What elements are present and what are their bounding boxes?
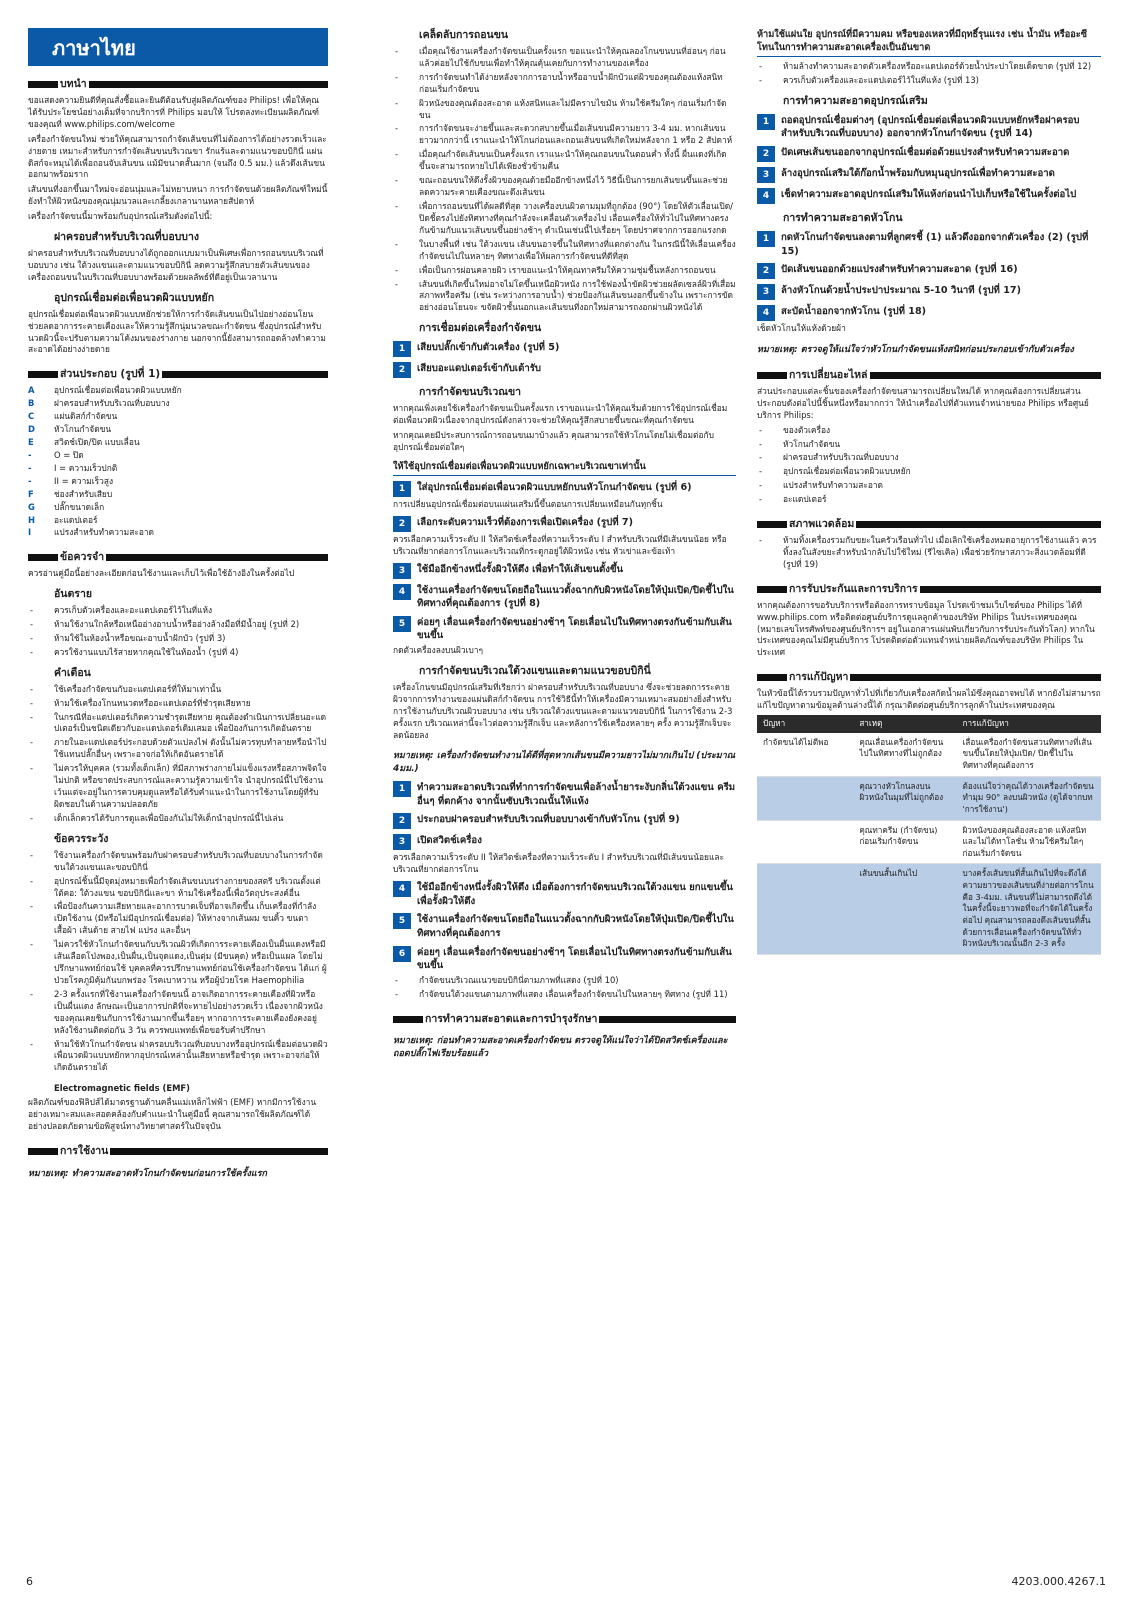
list-item: - เพื่อเป็นการผ่อนคลายผิว เราขอแนะนำให้คุณทาครีมให้ความชุ่มชื้นหลังการถอนขน [393, 265, 736, 277]
list-item: - ห้ามใช้ในห้องน้ำหรือขณะอาบน้ำฝักบัว (รูปที่ 3) [28, 633, 328, 645]
table-row [757, 776, 1101, 820]
subheading: Electromagnetic fields (EMF) [54, 1083, 190, 1094]
table-cell: กำจัดขนได้ไม่ดีพอ [757, 733, 853, 776]
section-title: สภาพแวดล้อม [789, 518, 855, 531]
paragraph: เช็ดหัวโกนให้แห้งด้วยผ้า [757, 323, 846, 334]
list-item: - เมื่อคุณกำจัดเส้นขนเป็นครั้งแรก เราแนะนำให้คุณถอนขนในตอนค่ำ ทั้งนี้ ผื่นแดงที่เกิดขึ้นจะสามารถหายไปได้เพียงชั่วข้ามคืน [393, 149, 736, 173]
step-item [393, 516, 736, 532]
section-title: การทำความสะอาดและการบำรุงรักษา [425, 1012, 598, 1025]
paragraph: ผลิตภัณฑ์ของฟิลิปส์ได้มาตรฐานด้านคลื่นแม่เหล็กไฟฟ้า (EMF) หากมีการใช้งานอย่างเหมาะสมและสอดคล้องกับคำแนะนำในคู่มือนี้ คุณสามารถใช้ผลิตภัณฑ์ได้อย่างปลอดภัยตามข้อพิสูจน์ทางวิทยาศาสตร์ในปัจจุบัน [28, 1097, 317, 1132]
paragraph: เครื่องโกนขนมีอุปกรณ์เสริมที่เรียกว่า ฝาครอบสำหรับบริเวณที่บอบบาง ซึ่งจะช่วยลดการระคายผิวจากการทำงานของแผ่นดิสก์กำจัดขน การใช้วิธีนี้ทำให้เครื่องมีความเหมาะสมอย่างยิ่งสำหรับการใช้งานกับบริเวณผิวบอบบาง เช่น บริเวณใต้วงแขนและตามแนวขอบบิกินี่ ในการใช้งาน 2-3 ครั้งแรก บริเวณเหล่านี้จะไวต่อความรู้สึกเจ็บ และหลังการใช้เครื่องหลายๆ ครั้ง ความรู้สึกเจ็บจะลดน้อยลง [393, 681, 733, 740]
subheading: การทำความสะอาดหัวโกน [783, 212, 903, 225]
section-replacement [757, 368, 1101, 383]
step-text: ล้างอุปกรณ์เสริมใต้ก๊อกน้ำพร้อมกับหมุนอุปกรณ์เพื่อทำความสะอาด [781, 168, 1055, 180]
subheading: เคล็ดลับการถอนขน [419, 29, 509, 41]
part-item [28, 437, 328, 449]
page-number: 6 [26, 1575, 33, 1588]
step-number: 4 [757, 188, 775, 204]
arm-steps [393, 781, 736, 973]
table-header: สาเหตุ [853, 715, 956, 733]
list-item: - ในบางพื้นที่ เช่น ใต้วงแขน เส้นขนอาจขึ้นในทิศทางที่แตกต่างกัน ในกรณีนี้ให้เลื่อนเครื่องกำจัดขนไปในหลายๆ ทิศทางเพื่อให้ผลการกำจัดขนที่ดีที่สุด [393, 239, 736, 263]
connect-steps [393, 341, 736, 378]
step-item [757, 305, 1101, 321]
subheading: อุปกรณ์เชื่อมต่อเพื่อนวดผิวแบบหยัก [54, 291, 215, 304]
step-text: เช็ดทำความสะอาดอุปกรณ์เสริมให้แห้งก่อนนำไปเก็บหรือใช้ในครั้งต่อไป [781, 189, 1077, 201]
list-item: - เส้นขนที่เกิดขึ้นใหม่อาจไม่โตขึ้นเหนือผิวหนัง การใช้ฟองน้ำขัดผิวช่วยผลัดเซลล์ผิวที่เสื่อมสภาพหรือครีม (เช่น ระหว่างการอาบน้ำ) ช่วยป้องกันเส้นขนงอกขึ้นข้างใน เพราะการขัดอย่างอ่อนโยนจะ ขจัดผิวชั้นนอกและเส้นขนที่งอกใหม่สามารถงอกผ่านผิวหนังได้ [393, 279, 736, 315]
table-row [757, 820, 1101, 864]
step-text: ค่อยๆ เลื่อนเครื่องกำจัดขนอย่างช้าๆ โดยเลื่อนไปในทิศทางตรงกันข้ามกับเส้นขนขึ้น [417, 616, 732, 642]
section-title: การใช้งาน [60, 1145, 109, 1158]
tips-list [393, 46, 736, 314]
parts-list [28, 385, 328, 539]
note: หมายเหตุ: ทำความสะอาดหัวโกนกำจัดขนก่อนการใช้ครั้งแรก [28, 1168, 267, 1179]
step-number: 3 [757, 284, 775, 300]
part-item [28, 450, 328, 462]
step-number: 5 [393, 913, 411, 929]
list-item: - 2-3 ครั้งแรกที่ใช้งานเครื่องกำจัดขนนี้ อาจเกิดอาการระคายเคืองที่ผิวหรือเป็นผื่นแดง ลักษณะเป็นอาการปกติที่จะหายไปอย่างรวดเร็ว เนื่องจากผิวหนังของคุณเคยชินกับการใช้งานมากขึ้นเรื่อยๆ หากอาการระคายเคืองยังคงอยู่หลังใช้งานติดต่อกัน 3 วัน ควรพบแพทย์เพื่อขอรับคำปรึกษา [28, 989, 328, 1037]
table-cell [757, 820, 853, 864]
step-number: 6 [393, 946, 411, 962]
table-cell: ต้องแน่ใจว่าคุณได้วางเครื่องกำจัดขนทำมุม 90° ลงบนผิวหนัง (ดูได้จากบท 'การใช้งาน') [957, 776, 1102, 820]
table-cell: คุณทาครีม (กำจัดขน) ก่อนเริ่มกำจัดขน [853, 820, 956, 864]
list-item: - ห้ามทิ้งเครื่องรวมกับขยะในครัวเรือนทั่วไป เมื่อเลิกใช้เครื่องหมดอายุการใช้งานแล้ว ควรทิ้งลงในสังขยะสำหรับนำกลับไปใช้ใหม่ (รีไซเคิล) เพื่อช่วยรักษาสภาวะสิ่งแวดล้อมที่ดี (รูปที่ 19) [757, 535, 1101, 571]
head-steps [757, 231, 1101, 321]
accessory-steps [757, 114, 1101, 204]
part-item [28, 398, 328, 410]
step-note: การเปลี่ยนอุปกรณ์เชื่อมต่อบนแผ่นเสริมนี้ขึ้นตอนการเปลี่ยนเหมือนกันทุกชิ้น [393, 498, 663, 509]
list-item: - ควรเก็บตัวเครื่องและอะแดปเตอร์ไว้ในที่แห้ง [28, 605, 328, 617]
table-cell: เส้นขนสั้นเกินไป [853, 864, 956, 954]
part-key: D [28, 424, 35, 435]
step-number: 1 [393, 341, 411, 357]
subheading: ข้อควรระวัง [54, 832, 109, 845]
table-header: ปัญหา [757, 715, 853, 733]
step-item [393, 781, 736, 808]
paragraph: เส้นขนที่งอกขึ้นมาใหม่จะอ่อนนุ่มและไม่หยาบหนา การกำจัดขนด้วยผลิตภัณฑ์ใหม่นี้ ยังทำให้ผิวหนังของคุณนุ่มนวลและเกลี้ยงเกลานานหลายสัปดาห์ [28, 184, 328, 207]
subheading: การกำจัดขนบริเวณขา [419, 386, 522, 399]
step-item [757, 263, 1101, 279]
step-number: 3 [757, 167, 775, 183]
list-item: - อุปกรณ์เชื่อมต่อเพื่อนวดผิวแบบหยัก [757, 466, 1101, 478]
section-intro [28, 77, 328, 92]
part-key: B [28, 398, 35, 409]
part-key: G [28, 501, 35, 512]
replacement-list [757, 425, 1101, 507]
arm-bullets [393, 975, 736, 1001]
step-number: 5 [393, 616, 411, 632]
table-header: การแก้ปัญหา [957, 715, 1102, 733]
step-note: ควรเลือกความเร็วระดับ II ให้สวิตช์เครื่องที่ความเร็วระดับ I สำหรับบริเวณที่มีเส้นขนน้อย หรือบริเวณที่ยากต่อการโกนและบริเวณที่กระดูกอยู่ใต้ผิวหนัง เช่น หัวเข่าและข้อเท้า [393, 533, 727, 556]
part-label: ฝาครอบสำหรับบริเวณที่บอบบาง [54, 398, 170, 409]
section-important [28, 550, 328, 565]
note: หมายเหตุ: ตรวจดูให้แน่ใจว่าหัวโกนกำจัดขนแห้งสนิทก่อนประกอบเข้ากับตัวเครื่อง [757, 345, 1074, 356]
step-item [393, 362, 736, 378]
step-number: 4 [757, 305, 775, 321]
paragraph: ฝาครอบสำหรับบริเวณที่บอบบางได้ถูกออกแบบมาเป็นพิเศษเพื่อการถอนขนบริเวณที่บอบบาง เช่น ใต้วงแขนและตามแนวขอบบิกินี่ ลดความรู้สึกสบายตัวเส้นขนของเครื่องถอนขนในบริเวณที่บอบบางพร้อมด้วยผลลัพธ์ที่ดีอยู่เป็นเวลานาน [28, 248, 324, 282]
step-note: ควรเลือกความเร็วระดับ II ให้สวิตช์เครื่องที่ความเร็วระดับ I สำหรับบริเวณที่มีเส้นขนน้อยและบริเวณที่ยากต่อการโกน [393, 852, 724, 875]
list-item: - หัวโกนกำจัดขน [757, 439, 1101, 451]
paragraph: อุปกรณ์เชื่อมต่อเพื่อนวดผิวแบบหยักช่วยให้การกำจัดเส้นขนเป็นไปอย่างอ่อนโยน ช่วยลดอาการระคายเคืองและให้ความรู้สึกนุ่มนวลขณะกำจัดขน ซึ่งอุปกรณ์สำหรับนวดผิวนี้จะปรับตามความโค้งมนของร่างกาย นอกจากนี้ยังสามารถถอดล้างทำความสะอาดได้อย่างง่ายดาย [28, 308, 326, 355]
step-number: 2 [757, 263, 775, 279]
list-item: - ของตัวเครื่อง [757, 425, 1101, 437]
part-label: I = ความเร็วปกติ [54, 462, 118, 473]
subheading: การทำความสะอาดอุปกรณ์เสริม [783, 94, 928, 107]
step-item [757, 231, 1101, 258]
part-key: - [28, 462, 32, 473]
part-label: ช่องสำหรับเสียบ [54, 488, 113, 499]
step-text: ค่อยๆ เลื่อนเครื่องกำจัดขนอย่างช้าๆ โดยเลื่อนไปในทิศทางตรงกันข้ามกับเส้นขนขึ้น [417, 946, 732, 972]
step-text: ถอดอุปกรณ์เชื่อมต่างๆ (อุปกรณ์เชื่อมต่อเพื่อนวดผิวแบบหยักหรือฝาครอบสำหรับบริเวณที่บอบบาง) ออกจากหัวโกนกำจัดขน (รูปที่ 14) [781, 114, 1080, 140]
part-label: แผ่นดิสก์กำจัดขน [54, 411, 118, 422]
note: หมายเหตุ: ก่อนทำความสะอาดเครื่องกำจัดขน ตรวจดูให้แน่ใจว่าได้ปิดสวิตช์เครื่องและถอดปลั๊กไฟเรียบร้อยแล้ว [393, 1036, 728, 1060]
step-item [757, 284, 1101, 300]
danger-list [28, 605, 328, 659]
part-key: I [28, 527, 32, 538]
clean-bullets [757, 61, 1101, 87]
step-number: 2 [393, 813, 411, 829]
part-label: หัวโกนกำจัดขน [54, 424, 112, 435]
part-item [28, 515, 328, 527]
part-label: ปลั๊กขนาดเล็ก [54, 501, 105, 512]
column-3 [757, 28, 1101, 955]
paragraph: หากคุณเคยมีประสบการณ์การถอนขนมาบ้างแล้ว คุณสามารถใช้หัวโกนโดยไม่เชื่อมต่อกับอุปกรณ์เชื่อมต่อใดๆ [393, 429, 714, 452]
section-title: บทนำ [60, 78, 87, 90]
part-item [28, 463, 328, 475]
list-item: - ห้ามใช้เครื่องโกนหนวดหรืออะแดปเตอร์ที่ชำรุดเสียหาย [28, 698, 328, 710]
step-item [393, 881, 736, 908]
step-text: เลือกระดับความเร็วที่ต้องการเพื่อเปิดเครื่อง (รูปที่ 7) [417, 516, 633, 528]
part-item [28, 527, 328, 539]
step-item [393, 616, 736, 643]
subheading: การเชื่อมต่อเครื่องกำจัดขน [419, 322, 542, 335]
highlight-heading: ให้ใช้อุปกรณ์เชื่อมต่อเพื่อนวดผิวแบบหยักเฉพาะบริเวณขาเท่านั้น [393, 460, 736, 476]
step-text: ใช้มืออีกข้างหนึ่งรั้งผิวให้ตึง เมื่อต้องการกำจัดขนบริเวณใต้วงแขน ยกแขนขึ้นเพื่อรั้งผิวให้ตึง [417, 882, 733, 907]
list-item: - ห้ามล้างทำความสะอาดตัวเครื่องหรืออะแดปเตอร์ด้วยน้ำประปาโดยเด็ดขาด (รูปที่ 12) [757, 61, 1101, 73]
part-label: แปรงสำหรับทำความสะอาด [54, 527, 154, 538]
paragraph: ควรอ่านคู่มือนี้อย่างละเอียดก่อนใช้งานและเก็บไว้เพื่อใช้อ้างอิงในครั้งต่อไป [28, 568, 295, 579]
part-label: II = ความเร็วสูง [54, 475, 114, 486]
step-number: 4 [393, 584, 411, 600]
note: หมายเหตุ: เครื่องกำจัดขนทำงานได้ดีที่สุดหากเส้นขนมีความยาวไม่มากเกินไป (ประมาณ 4มม.) [393, 751, 736, 775]
section-troubleshooting [757, 670, 1101, 685]
list-item: - ควรใช้งานแบบไร้สายหากคุณใช้ในห้องน้ำ (รูปที่ 4) [28, 647, 328, 659]
section-parts [28, 367, 328, 382]
part-label: อุปกรณ์เชื่อมต่อเพื่อนวดผิวแบบหยัก [54, 385, 182, 396]
list-item: - การกำจัดขนทำได้ง่ายหลังจากการอาบน้ำหรืออาบน้ำฝักบัวแต่ผิวของคุณต้องแห้งสนิทก่อนเริ่มกำจัดขน [393, 72, 736, 96]
table-cell [757, 776, 853, 820]
list-item: - ใช้เครื่องกำจัดขนกับอะแดปเตอร์ที่ให้มาเท่านั้น [28, 684, 328, 696]
section-guarantee [757, 582, 1101, 597]
section-title: การเปลี่ยนอะไหล่ [789, 368, 868, 381]
list-item: - ขณะถอนขนให้ดึงรั้งผิวของคุณด้วยมืออีกข้างหนึ่งไว้ วิธีนี้เป็นการยกเส้นขนขึ้นและช่วยลดความระคายเคืองขณะดึงเส้นขน [393, 175, 736, 199]
part-key: H [28, 514, 36, 525]
step-text: ใช้มืออีกข้างหนึ่งรั้งผิวให้ตึง เพื่อทำให้เส้นขนตั้งขึ้น [417, 563, 624, 575]
list-item: - แปรงสำหรับทำความสะอาด [757, 480, 1101, 492]
step-number: 1 [757, 114, 775, 130]
table-row [757, 864, 1101, 954]
step-text: เสียบปลั๊กเข้ากับตัวเครื่อง (รูปที่ 5) [417, 342, 560, 354]
part-item [28, 489, 328, 501]
step-note: กดตัวเครื่องลงบนผิวเบาๆ [393, 645, 483, 656]
step-text: เปิดสวิตช์เครื่อง [417, 835, 482, 847]
list-item: - ฝาครอบสำหรับบริเวณที่บอบบาง [757, 452, 1101, 464]
part-item [28, 476, 328, 488]
subheading: การกำจัดขนบริเวณใต้วงแขนและตามแนวขอบบิกินี่ [419, 664, 651, 677]
list-item: - ห้ามใช้งานใกล้หรือเหนืออ่างอาบน้ำหรืออ่างล้างมือที่มีน้ำอยู่ (รูปที่ 2) [28, 619, 328, 631]
section-use [28, 1144, 328, 1159]
table-row [757, 733, 1101, 776]
table-cell: ผิวหนังของคุณต้องสะอาด แห้งสนิทและไม่ได้ทาโลชั่น ห้ามใช้ครีมใดๆ ก่อนเริ่มกำจัดขน [957, 820, 1102, 864]
list-item: - เพื่อป้องกันความเสียหายและอาการบาดเจ็บที่อาจเกิดขึ้น เก็บเครื่องที่กำลังเปิดใช้งาน (มีหรือไม่มีอุปกรณ์เชื่อมต่อ) ให้ห่างจากเส้นผม ขนคิ้ว ขนตา เสื้อผ้า เส้นด้าย สายไฟ แปรง และอื่นๆ [28, 901, 328, 937]
part-key: C [28, 411, 35, 422]
paragraph: ส่วนประกอบแต่ละชิ้นของเครื่องกำจัดขนสามารถเปลี่ยนใหม่ได้ หากคุณต้องการเปลี่ยนส่วนประกอบดังต่อไปนี้ชิ้นหนึ่งหรือมากกว่า ให้นำเครื่องไปที่ตัวแทนจำหน่ายของ Philips หรือศูนย์บริการ Philips: [757, 385, 1089, 420]
subheading: คำเตือน [54, 666, 91, 679]
part-key: - [28, 449, 32, 460]
list-item: - อุปกรณ์ชิ้นนี้มีจุดมุ่งหมายเพื่อกำจัดเส้นขนบนร่างกายของสตรี บริเวณตั้งแต่ใต้คอ: ใต้วงแขน ขอบบิกินี่และขา ห้ามใช้เครื่องนี้เพื่อวัตถุประสงค์อื่น [28, 876, 328, 900]
step-text: ปัดเส้นขนออกด้วยแปรงสำหรับทำความสะอาด (รูปที่ 16) [781, 264, 1018, 276]
step-item [393, 341, 736, 357]
step-number: 3 [393, 563, 411, 579]
step-text: ใช้งานเครื่องกำจัดขนโดยถือในแนวตั้งฉากกับผิวหนังโดยให้ปุ่มเปิด/ปิดชี้ไปในทิศทางที่คุณต้องการ [417, 914, 734, 939]
environment-list [757, 535, 1101, 571]
part-key: F [28, 488, 34, 499]
list-item: - อะแดปเตอร์ [757, 494, 1101, 506]
step-number: 1 [393, 781, 411, 797]
legs-steps [393, 481, 736, 657]
highlight-heading: ห้ามใช้แผ่นใย อุปกรณ์ที่มีความคม หรือของเหลวที่มีฤทธิ์รุนแรง เช่น น้ำมัน หรืออะซีโทนในการทำความสะอาดเครื่องเป็นอันขาด [757, 28, 1101, 57]
step-item [393, 913, 736, 940]
list-item: - การกำจัดขนจะง่ายขึ้นและสะดวกสบายขึ้นเมื่อเส้นขนมีความยาว 3-4 มม. หากเส้นขนยาวมากกว่านี้ เราแนะนำให้โกนก่อนและถอนเส้นขนที่เกิดใหม่หลังจาก 1 หรือ 2 สัปดาห์ [393, 123, 736, 147]
part-item [28, 424, 328, 436]
paragraph: ในหัวข้อนี้ได้รวบรวมปัญหาทั่วไปที่เกี่ยวกับเครื่องสกัดน้ำผลไม้ซึ่งคุณอาจพบได้ หากยังไม่สามารถแก้ไขปัญหาตามข้อมูลด้านล่างนี้ได้ กรุณาติดต่อศูนย์บริการลูกค้าในประเทศของคุณ [757, 688, 1101, 711]
step-item [757, 146, 1101, 162]
section-title: การแก้ปัญหา [789, 671, 849, 684]
page-title: ภาษาไทย [28, 28, 328, 66]
troubleshooting-table [757, 715, 1101, 955]
part-item [28, 502, 328, 514]
step-item [393, 813, 736, 829]
step-number: 1 [393, 481, 411, 497]
step-item [393, 481, 736, 497]
step-text: ล้างหัวโกนด้วยน้ำประปาประมาณ 5-10 วินาที (รูปที่ 17) [781, 285, 1021, 297]
step-text: สะบัดน้ำออกจากหัวโกน (รูปที่ 18) [781, 306, 927, 318]
step-text: ประกอบฝาครอบสำหรับบริเวณที่บอบบางเข้ากับหัวโกน (รูปที่ 9) [417, 814, 680, 826]
list-item: - ควรเก็บตัวเครื่องและอะแดปเตอร์ไว้ในที่แห้ง (รูปที่ 13) [757, 75, 1101, 87]
step-item [757, 167, 1101, 183]
step-number: 1 [757, 231, 775, 247]
column-1 [28, 28, 328, 1184]
table-cell: เลื่อนเครื่องกำจัดขนสวนทิศทางที่เส้นขนขึ้นโดยให้ปุ่มเปิด/ ปิดชี้ไปในทิศทางที่คุณต้องการ [957, 733, 1102, 776]
step-text: ปัดเศษเส้นขนออกจากอุปกรณ์เชื่อมต่อด้วยแปรงสำหรับทำความสะอาด [781, 147, 1070, 159]
list-item: - กำจัดขนใต้วงแขนตามภาพที่แสดง เลื่อนเครื่องกำจัดขนไปในหลายๆ ทิศทาง (รูปที่ 11) [393, 989, 736, 1001]
part-item [28, 385, 328, 397]
table-cell: บางครั้งเส้นขนที่สั้นเกินไปที่จะดึงได้ ความยาวของเส้นขนที่ง่ายต่อการโกนคือ 3-4มม. เส้นขนที่ไม่สามารถดึงได้ในครั้งนี้จะยาวพอที่จะกำจัดได้ในครั้งต่อไป คุณสามารถลองดึงเส้นขนที่สั้นด้วยการเลื่อนเครื่องกำจัดขนให้ทั่วผิวหนังบริเวณนั้นอีก 2-3 ครั้ง [957, 864, 1102, 954]
part-label: O = ปิด [54, 449, 84, 460]
step-text: กดหัวโกนกำจัดขนลงตามที่ลูกศรชี้ (1) แล้วดึงออกจากตัวเครื่อง (2) (รูปที่ 15) [781, 232, 1089, 257]
section-title: การรับประกันและการบริการ [789, 582, 918, 595]
table-cell: คุณวางหัวโกนลงบนผิวหนังในมุมที่ไม่ถูกต้อง [853, 776, 956, 820]
part-item [28, 411, 328, 423]
list-item: - ห้ามใช้หัวโกนกำจัดขน ฝาครอบบริเวณที่บอบบางหรืออุปกรณ์เชื่อมต่อนวดผิวเพื่อนวดผิวแบบหยักหากอุปกรณ์เหล่านั้นเสียหายหรือชำรุด เพราะอาจก่อให้เกิดอันตรายได้ [28, 1039, 328, 1075]
list-item: - ภายในอะแดปเตอร์ประกอบด้วยตัวแปลงไฟ ดังนั้นไม่ควรทุบทำลายหรือนำไปใช้แทนปลั๊กอื่นๆ เพราะอาจก่อให้เกิดอันตรายได้ [28, 737, 328, 761]
step-item [393, 584, 736, 611]
step-number: 2 [393, 516, 411, 532]
column-2 [393, 28, 736, 1064]
section-title: ข้อควรจำ [60, 551, 105, 564]
section-title: ส่วนประกอบ (รูปที่ 1) [60, 368, 161, 381]
step-number: 4 [393, 881, 411, 897]
step-item [393, 834, 736, 850]
step-text: ทำความสะอาดบริเวณที่ทำการกำจัดขนเพื่อล้างน้ำยาระงับกลิ่นใต้วงแขน ครีม อื่นๆ ที่ตกค้าง จากนั้นซับบริเวณนั้นให้แห้ง [417, 782, 736, 807]
caution-list [28, 850, 328, 1075]
list-item: - ใช้งานเครื่องกำจัดขนพร้อมกับฝาครอบสำหรับบริเวณที่บอบบางในการกำจัดขนใต้วงแขนและขอบบิกินี่ [28, 850, 328, 874]
list-item: - เพื่อการถอนขนที่ได้ผลดีที่สุด วางเครื่องบนผิวตามมุมที่ถูกต้อง (90°) โดยให้ตัวเลื่อนเปิด/ปิดชี้ตรงไปยังทิศทางที่คุณกำลังจะเคลื่อนตัวเครื่องไป เลื่อนเครื่องให้ทั่วไปในทิศทางตรงกันข้ามกับแนวเส้นขนขึ้นอย่างช้าๆ ดำเนินเช่นนี้ไปเรื่อยๆ โดยปราศจากการออกแรงกด [393, 201, 736, 237]
paragraph: เครื่องกำจัดขนนี้มาพร้อมกับอุปกรณ์เสริมดังต่อไปนี้: [28, 211, 213, 222]
paragraph: หากคุณต้องการขอรับบริการหรือต้องการทราบข้อมูล โปรดเข้าชมเว็บไซต์ของ Philips ได้ที่ www.philips.com หรือติดต่อศูนย์บริการดูแลลูกค้าของบริษัท Philips ในประเทศของคุณ (หมายเลขโทรศัพท์ของศูนย์บริการฯ อยู่ในเอกสารแผ่นพับเกี่ยวกับการรับประกันทั่วโลก) หากในประเทศของคุณไม่มีศูนย์บริการ โปรดติดต่อตัวแทนจำหน่ายผลิตภัณฑ์ของบริษัท Philips ในประเทศ [757, 599, 1095, 658]
step-item [757, 188, 1101, 204]
step-item [393, 946, 736, 973]
paragraph: ขอแสดงความยินดีที่คุณสั่งซื้อและยินดีต้อนรับสู่ผลิตภัณฑ์ของ Philips! เพื่อให้คุณได้รับประโยชน์อย่างเต็มที่จากบริการที่ Philips มอบให้ โปรดลงทะเบียนผลิตภัณฑ์ของคุณที่ www.philips.com/welcome [28, 94, 320, 129]
paragraph: หากคุณเพิ่งเคยใช้เครื่องกำจัดขนเป็นครั้งแรก เราขอแนะนำให้คุณเริ่มด้วยการใช้อุปกรณ์เชื่อมต่อเพื่อนวดผิวเนื่องจากอุปกรณ์ดังกล่าวจะช่วยให้คุณรู้สึกสบายขึ้นขณะที่คุณกำจัดขน [393, 403, 728, 425]
part-label: อะแดปเตอร์ [54, 514, 98, 525]
list-item: - เด็กเล็กควรได้รับการดูแลเพื่อป้องกันไม่ให้เด็กนำอุปกรณ์นี้ไปเล่น [28, 813, 328, 825]
step-item [757, 114, 1101, 141]
list-item: - ไม่ควรใช้หัวโกนกำจัดขนกับบริเวณผิวที่เกิดการระคายเคืองเป็นผื่นแดงหรือมีเส้นเลือดโป่งพอง,เป็นผื่น,เป็นจุดแดง,เป็นตุ่ม (มีขนคุด) หรือเป็นแผล โดยไม่ปรึกษาแพทย์ก่อนใช้ บุคคลที่ควรปรึกษาแพทย์ก่อนใช้เครื่องกำจัดขน ได้แก่ ผู้ป่วยโรคภูมิคุ้มกันบกพร่อง โรคเบาหวาน หรือผู้ป่วยโรค Haemophilia [28, 939, 328, 987]
paragraph: เครื่องกำจัดขนใหม่ ช่วยให้คุณสามารถกำจัดเส้นขนที่ไม่ต้องการได้อย่างรวดเร็วและง่ายดาย เหมาะสำหรับการกำจัดเส้นขนบริเวณขา รักแร้และตามแนวขอบบิกินี่ แผ่นดิสก์จะหมุนได้เพื่อถอนจับเส้นขน แม้มีขนาดสั้นมาก (จนถึง 0.5 มม.) แล้วดึงเส้นขนออกมาพร้อมราก [28, 133, 327, 180]
step-number: 3 [393, 834, 411, 850]
part-key: E [28, 436, 34, 447]
section-environment [757, 517, 1101, 532]
subheading: ฝาครอบสำหรับบริเวณที่บอบบาง [54, 231, 199, 244]
part-key: A [28, 385, 35, 396]
section-cleaning [393, 1012, 736, 1027]
step-item [393, 563, 736, 579]
list-item: - ไม่ควรให้บุคคล (รวมทั้งเด็กเล็ก) ที่มีสภาพร่างกายไม่แข็งแรงหรือสภาพจิตใจไม่ปกติ หรือขาดประสบการณ์และความรู้ความเข้าใจ นำอุปกรณ์นี้ไปใช้งาน เว้นแต่จะอยู่ในการควบคุมดูแลหรือได้รับคำแนะนำในการใช้งานโดยผู้ที่รับผิดชอบในด้านความปลอดภัย [28, 763, 328, 811]
step-text: ใส่อุปกรณ์เชื่อมต่อเพื่อนวดผิวแบบหยักบนหัวโกนกำจัดขน (รูปที่ 6) [417, 481, 692, 493]
document-code: 4203.000.4267.1 [1011, 1575, 1106, 1588]
step-text: ใช้งานเครื่องกำจัดขนโดยถือในแนวตั้งฉากกับผิวหนังโดยให้ปุ่มเปิด/ปิดชี้ไปในทิศทางที่คุณต้องการ (รูปที่ 8) [417, 584, 734, 610]
table-cell [757, 864, 853, 954]
list-item: - ในกรณีที่อะแดปเตอร์เกิดความชำรุดเสียหาย คุณต้องดำเนินการเปลี่ยนอะแดปเตอร์เป็นชนิดเดียวกับอะแดปเตอร์เดิมเสมอ เพื่อป้องกันการเกิดอันตราย [28, 712, 328, 736]
list-item: - ผิวหนังของคุณต้องสะอาด แห้งสนิทและไม่มีคราบไขมัน ห้ามใช้ครีมใดๆ ก่อนเริ่มกำจัดขน [393, 98, 736, 122]
part-label: สวิตช์เปิด/ปิด แบบเลื่อน [54, 436, 140, 447]
step-number: 2 [393, 362, 411, 378]
step-text: เสียบอะแดปเตอร์เข้ากับเต้ารับ [417, 363, 541, 375]
step-number: 2 [757, 146, 775, 162]
subheading: อันตราย [54, 588, 92, 601]
part-key: - [28, 475, 32, 486]
list-item: - กำจัดขนบริเวณแนวขอบบิกินี่ตามภาพที่แสดง (รูปที่ 10) [393, 975, 736, 987]
list-item: - เมื่อคุณใช้งานเครื่องกำจัดขนเป็นครั้งแรก ขอแนะนำให้คุณลองโกนขนบนที่อ่อนๆ ก่อนแล้วค่อยไปใช้กับขนเพื่อทำให้คุณคุ้นเคยกับการทำงานของเครื่อง [393, 46, 736, 70]
warning-list [28, 684, 328, 825]
table-cell: คุณเลื่อนเครื่องกำจัดขนไปในทิศทางที่ไม่ถูกต้อง [853, 733, 956, 776]
